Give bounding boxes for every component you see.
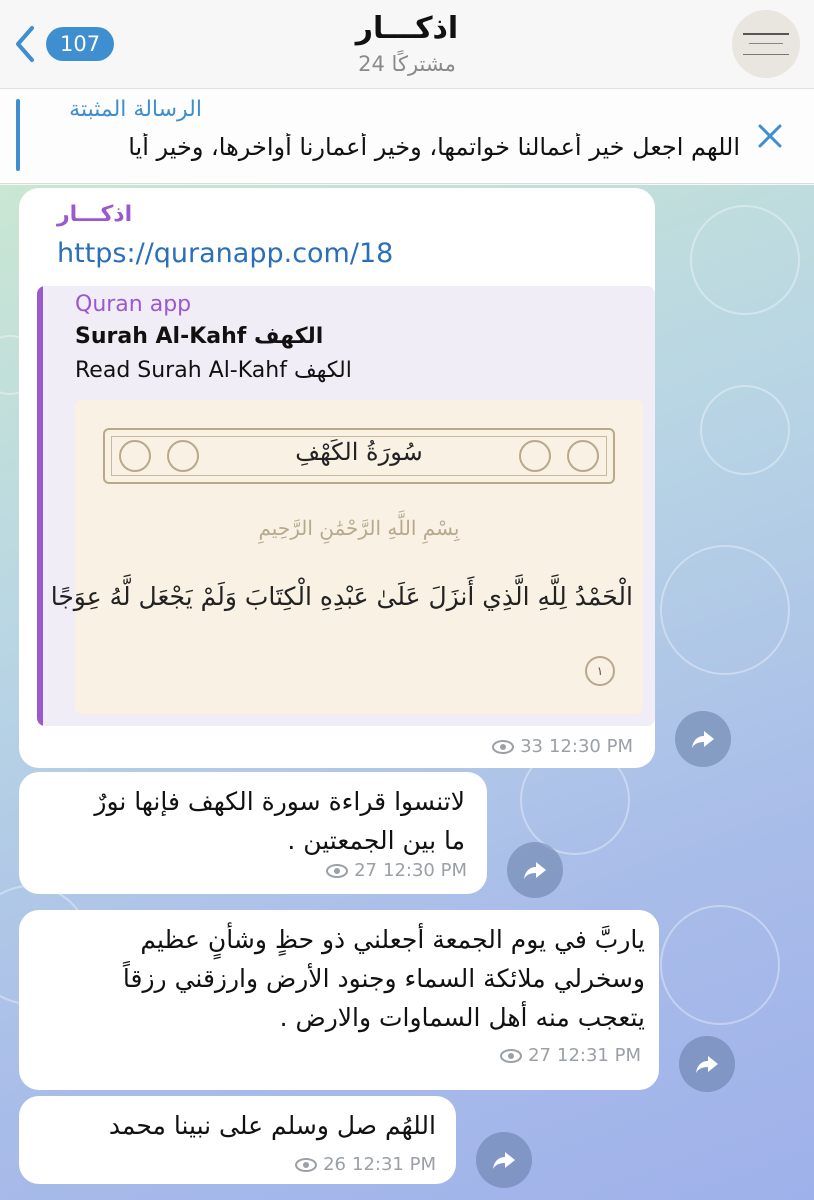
preview-site-name: Quran app	[75, 292, 192, 317]
message-meta	[326, 860, 467, 881]
link-preview[interactable]	[37, 286, 655, 726]
message-text	[33, 920, 645, 1037]
preview-description: Read Surah Al-Kahf الكهف	[75, 358, 352, 383]
message-bubble[interactable]	[19, 772, 487, 894]
forward-icon	[690, 726, 716, 752]
background-pattern	[660, 545, 790, 675]
unread-count-badge: 107	[46, 27, 114, 61]
message-meta	[500, 1045, 641, 1066]
verse-text: الْحَمْدُ لِلَّهِ الَّذِي أَنزَلَ عَلَىٰ عَبْدِهِ الْكِتَابَ وَلَمْ يَجْعَل لَّهُ عِوَجًا	[50, 582, 633, 611]
message-time: 12:31 PM	[557, 1045, 641, 1066]
view-count: 27	[528, 1045, 552, 1066]
background-pattern	[660, 905, 780, 1025]
forward-icon	[491, 1147, 517, 1173]
message-bubble[interactable]	[19, 910, 659, 1090]
message-link[interactable]: https://quranapp.com/18	[57, 238, 394, 269]
eye-icon	[492, 740, 514, 754]
message-line: يتعجب منه أهل السماوات والارض .	[279, 1003, 645, 1032]
view-count: 26	[323, 1154, 347, 1175]
forward-icon	[694, 1051, 720, 1077]
chat-area[interactable]	[0, 185, 814, 1200]
background-pattern	[690, 205, 800, 315]
message-line: ياربَّ في يوم الجمعة أجعلني ذو حظٍ وشأنٍ عظيم	[140, 925, 645, 954]
surah-title: سُورَةُ الكَهْفِ	[295, 438, 423, 466]
basmala: بِسْمِ اللَّهِ الرَّحْمَٰنِ الرَّحِيمِ	[258, 516, 460, 540]
share-button[interactable]	[476, 1132, 532, 1188]
message-bubble[interactable]	[19, 188, 655, 768]
message-line: وسخرلي ملائكة السماء وجنود الأرض وارزقني رزقاً	[122, 964, 645, 993]
forward-icon	[522, 857, 548, 883]
close-icon[interactable]	[756, 122, 784, 150]
preview-image[interactable]	[50, 400, 643, 714]
channel-avatar[interactable]	[732, 10, 800, 78]
message-line: لاتنسوا قراءة سورة الكهف فإنها نورٌ	[94, 787, 465, 816]
eye-icon	[295, 1158, 317, 1172]
subscriber-count: 24 مشتركًا	[358, 52, 456, 76]
message-line: ما بين الجمعتين .	[287, 826, 465, 855]
message-bubble[interactable]	[19, 1096, 456, 1184]
surah-header-frame	[103, 428, 615, 484]
view-count: 33	[520, 736, 544, 757]
pinned-title: الرسالة المثبتة	[69, 97, 202, 122]
channel-info[interactable]	[0, 12, 814, 78]
pinned-text: اللهم اجعل خير أعمالنا خواتمها، وخير أعمارنا أواخرها، وخير أيا	[128, 133, 740, 161]
message-time: 12:30 PM	[383, 860, 467, 881]
channel-title: اذكـــار	[355, 11, 459, 46]
avatar-logo	[743, 33, 789, 55]
chat-header	[0, 0, 814, 88]
eye-icon	[500, 1049, 522, 1063]
share-button[interactable]	[507, 842, 563, 898]
message-meta	[492, 736, 633, 757]
message-line: اللهُم صل وسلم على نبينا محمد	[108, 1111, 436, 1140]
message-meta	[295, 1154, 436, 1175]
eye-icon	[326, 864, 348, 878]
share-button[interactable]	[679, 1036, 735, 1092]
message-time: 12:30 PM	[549, 736, 633, 757]
background-pattern	[700, 385, 790, 475]
pinned-message[interactable]	[0, 88, 814, 184]
pinned-accent-bar	[16, 99, 20, 171]
ayah-number: ١	[585, 656, 615, 686]
preview-accent-bar	[37, 286, 43, 726]
message-text	[26, 1106, 436, 1145]
preview-title: Surah Al-Kahf الكهف	[75, 324, 324, 349]
sender-name: اذكـــار	[57, 202, 133, 227]
message-text	[25, 782, 465, 860]
view-count: 27	[354, 860, 378, 881]
message-time: 12:31 PM	[352, 1154, 436, 1175]
share-button[interactable]	[675, 711, 731, 767]
